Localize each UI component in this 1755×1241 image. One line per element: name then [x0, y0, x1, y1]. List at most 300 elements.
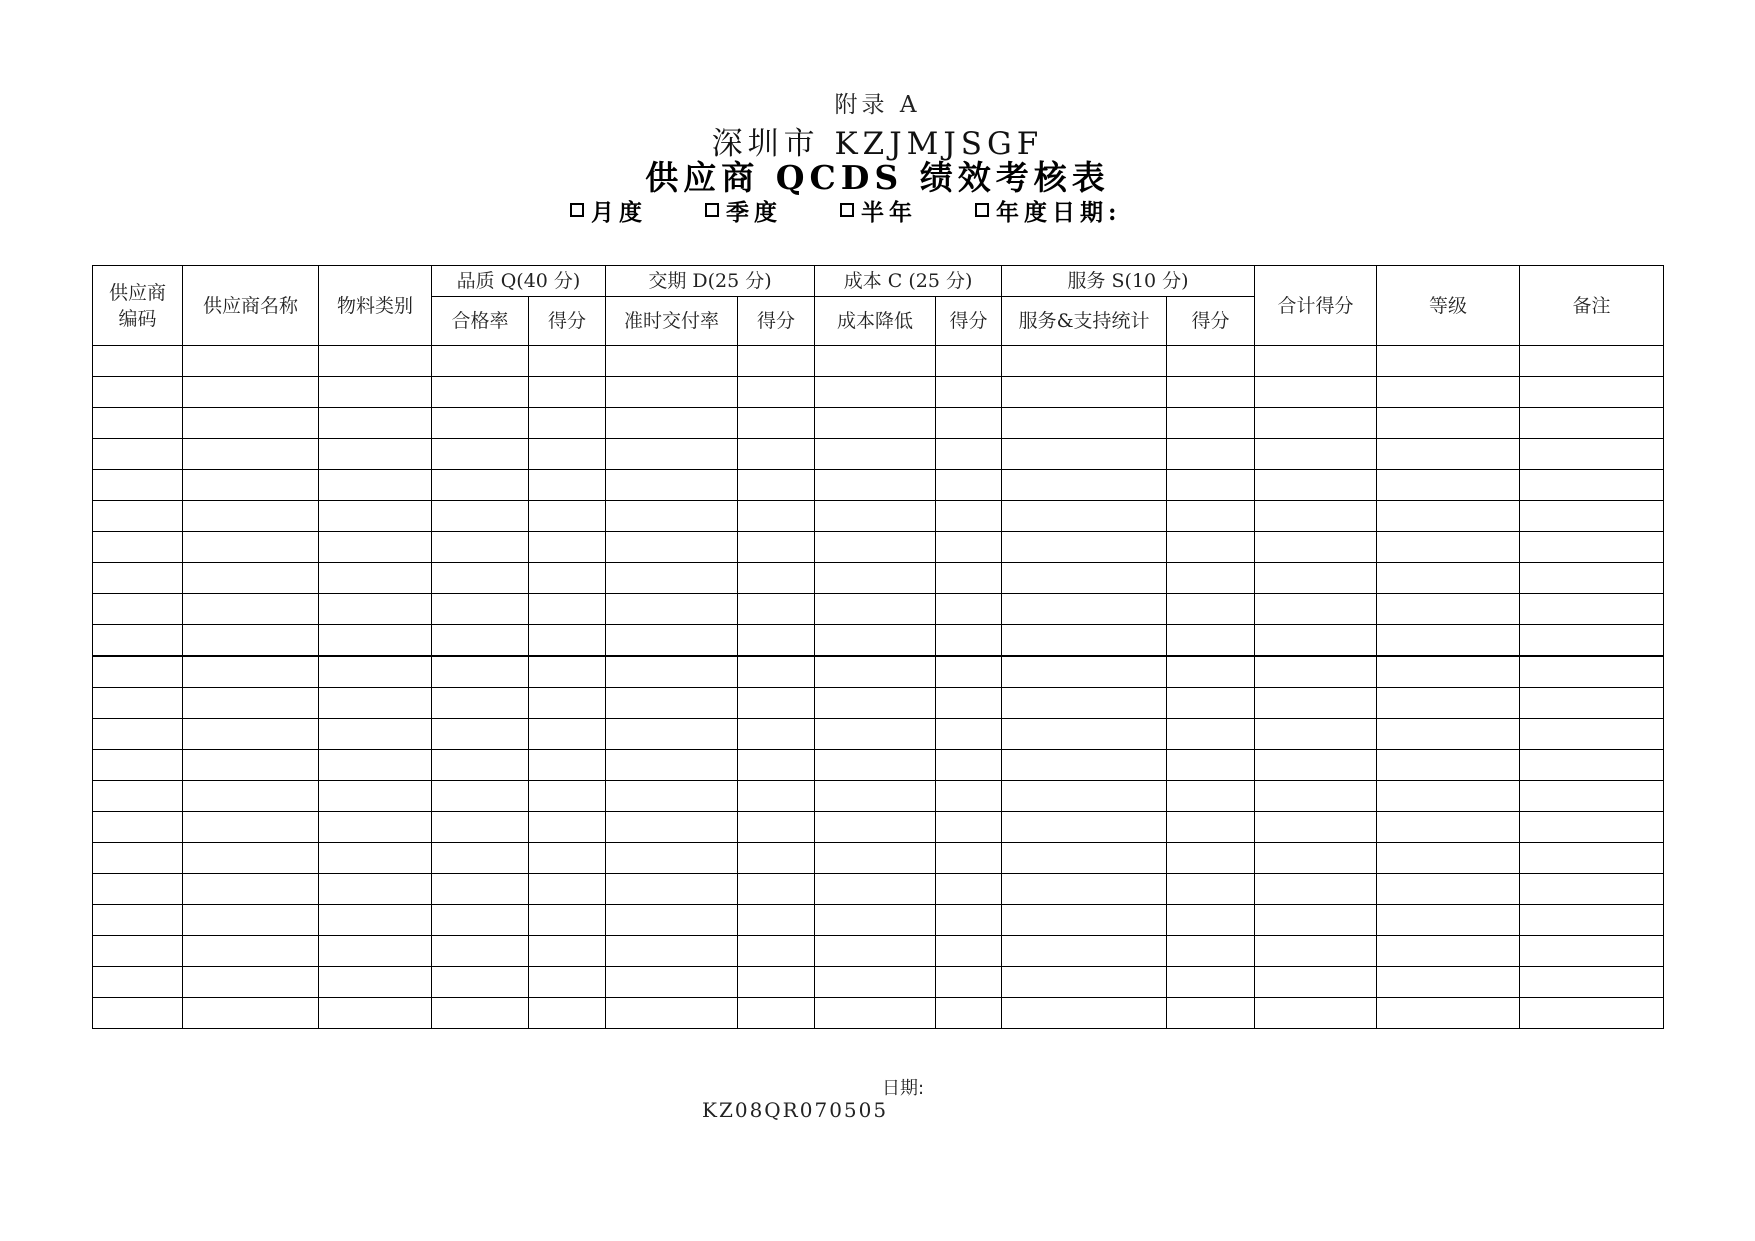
table-cell[interactable] — [432, 346, 529, 377]
table-cell[interactable] — [432, 688, 529, 719]
table-cell[interactable] — [738, 812, 815, 843]
table-cell[interactable] — [1255, 439, 1377, 470]
table-cell[interactable] — [738, 439, 815, 470]
table-cell[interactable] — [936, 594, 1002, 625]
table-cell[interactable] — [1520, 563, 1664, 594]
table-cell[interactable] — [1520, 905, 1664, 936]
table-cell[interactable] — [432, 750, 529, 781]
table-cell[interactable] — [1002, 439, 1167, 470]
table-cell[interactable] — [183, 408, 319, 439]
table-cell[interactable] — [1255, 936, 1377, 967]
table-cell[interactable] — [1255, 781, 1377, 812]
table-cell[interactable] — [529, 408, 606, 439]
table-cell[interactable] — [319, 967, 432, 998]
table-cell[interactable] — [319, 719, 432, 750]
table-cell[interactable] — [1167, 501, 1255, 532]
table-cell[interactable] — [183, 346, 319, 377]
table-cell[interactable] — [606, 470, 738, 501]
table-cell[interactable] — [738, 501, 815, 532]
table-cell[interactable] — [319, 470, 432, 501]
table-cell[interactable] — [606, 719, 738, 750]
table-cell[interactable] — [319, 625, 432, 657]
table-cell[interactable] — [936, 563, 1002, 594]
table-cell[interactable] — [815, 936, 936, 967]
table-cell[interactable] — [815, 688, 936, 719]
table-cell[interactable] — [1002, 812, 1167, 843]
table-cell[interactable] — [936, 656, 1002, 688]
table-cell[interactable] — [815, 998, 936, 1029]
table-cell[interactable] — [936, 998, 1002, 1029]
table-cell[interactable] — [936, 967, 1002, 998]
table-cell[interactable] — [432, 470, 529, 501]
table-cell[interactable] — [606, 998, 738, 1029]
table-cell[interactable] — [1520, 719, 1664, 750]
table-cell[interactable] — [1002, 967, 1167, 998]
table-cell[interactable] — [1377, 377, 1520, 408]
table-cell[interactable] — [1002, 625, 1167, 657]
table-cell[interactable] — [529, 936, 606, 967]
table-cell[interactable] — [93, 625, 183, 657]
table-cell[interactable] — [606, 532, 738, 563]
table-cell[interactable] — [1167, 594, 1255, 625]
table-cell[interactable] — [1520, 346, 1664, 377]
table-cell[interactable] — [815, 874, 936, 905]
table-cell[interactable] — [606, 656, 738, 688]
table-cell[interactable] — [432, 998, 529, 1029]
table-cell[interactable] — [1255, 408, 1377, 439]
table-cell[interactable] — [93, 998, 183, 1029]
table-cell[interactable] — [936, 408, 1002, 439]
table-cell[interactable] — [936, 843, 1002, 874]
table-cell[interactable] — [815, 594, 936, 625]
table-cell[interactable] — [93, 532, 183, 563]
table-cell[interactable] — [936, 688, 1002, 719]
table-cell[interactable] — [738, 594, 815, 625]
table-cell[interactable] — [319, 532, 432, 563]
table-cell[interactable] — [1520, 936, 1664, 967]
table-cell[interactable] — [606, 843, 738, 874]
table-cell[interactable] — [1255, 625, 1377, 657]
table-cell[interactable] — [93, 377, 183, 408]
checkbox-icon[interactable] — [705, 203, 719, 217]
table-cell[interactable] — [93, 346, 183, 377]
table-cell[interactable] — [93, 812, 183, 843]
table-cell[interactable] — [183, 812, 319, 843]
table-cell[interactable] — [936, 812, 1002, 843]
table-cell[interactable] — [1002, 998, 1167, 1029]
table-cell[interactable] — [738, 408, 815, 439]
table-cell[interactable] — [1002, 377, 1167, 408]
table-cell[interactable] — [529, 532, 606, 563]
table-cell[interactable] — [1002, 594, 1167, 625]
table-cell[interactable] — [1167, 408, 1255, 439]
table-cell[interactable] — [319, 346, 432, 377]
table-cell[interactable] — [815, 377, 936, 408]
period-quarterly[interactable] — [705, 194, 782, 227]
table-cell[interactable] — [432, 656, 529, 688]
table-cell[interactable] — [183, 532, 319, 563]
table-cell[interactable] — [1167, 688, 1255, 719]
table-cell[interactable] — [738, 625, 815, 657]
table-cell[interactable] — [1377, 625, 1520, 657]
table-cell[interactable] — [432, 377, 529, 408]
table-cell[interactable] — [936, 905, 1002, 936]
table-cell[interactable] — [1255, 905, 1377, 936]
table-cell[interactable] — [606, 594, 738, 625]
table-cell[interactable] — [1255, 501, 1377, 532]
table-cell[interactable] — [183, 501, 319, 532]
table-cell[interactable] — [738, 656, 815, 688]
table-cell[interactable] — [606, 812, 738, 843]
table-cell[interactable] — [319, 563, 432, 594]
table-cell[interactable] — [936, 470, 1002, 501]
table-cell[interactable] — [319, 750, 432, 781]
table-cell[interactable] — [1255, 750, 1377, 781]
table-cell[interactable] — [1167, 563, 1255, 594]
table-cell[interactable] — [93, 563, 183, 594]
table-cell[interactable] — [183, 967, 319, 998]
table-cell[interactable] — [529, 874, 606, 905]
table-cell[interactable] — [606, 439, 738, 470]
table-cell[interactable] — [815, 656, 936, 688]
table-cell[interactable] — [1255, 719, 1377, 750]
table-cell[interactable] — [183, 936, 319, 967]
table-cell[interactable] — [815, 719, 936, 750]
table-cell[interactable] — [815, 408, 936, 439]
table-cell[interactable] — [183, 719, 319, 750]
table-cell[interactable] — [1002, 936, 1167, 967]
table-cell[interactable] — [936, 439, 1002, 470]
table-cell[interactable] — [183, 905, 319, 936]
table-cell[interactable] — [93, 905, 183, 936]
table-cell[interactable] — [936, 781, 1002, 812]
table-cell[interactable] — [606, 377, 738, 408]
table-cell[interactable] — [1167, 439, 1255, 470]
table-cell[interactable] — [432, 843, 529, 874]
table-cell[interactable] — [529, 439, 606, 470]
table-cell[interactable] — [936, 936, 1002, 967]
table-cell[interactable] — [1167, 843, 1255, 874]
table-cell[interactable] — [432, 501, 529, 532]
table-cell[interactable] — [529, 812, 606, 843]
table-cell[interactable] — [1002, 470, 1167, 501]
table-cell[interactable] — [815, 812, 936, 843]
table-cell[interactable] — [815, 346, 936, 377]
table-cell[interactable] — [432, 781, 529, 812]
table-cell[interactable] — [738, 719, 815, 750]
table-cell[interactable] — [183, 470, 319, 501]
table-cell[interactable] — [1377, 967, 1520, 998]
table-cell[interactable] — [93, 719, 183, 750]
checkbox-icon[interactable] — [570, 203, 584, 217]
table-cell[interactable] — [183, 781, 319, 812]
table-cell[interactable] — [1167, 532, 1255, 563]
table-cell[interactable] — [319, 377, 432, 408]
table-cell[interactable] — [93, 750, 183, 781]
table-cell[interactable] — [319, 439, 432, 470]
table-cell[interactable] — [93, 501, 183, 532]
table-cell[interactable] — [319, 501, 432, 532]
table-cell[interactable] — [1377, 750, 1520, 781]
table-cell[interactable] — [1167, 346, 1255, 377]
table-cell[interactable] — [529, 594, 606, 625]
table-cell[interactable] — [1377, 656, 1520, 688]
table-cell[interactable] — [1520, 625, 1664, 657]
table-cell[interactable] — [1002, 688, 1167, 719]
table-cell[interactable] — [1255, 967, 1377, 998]
table-cell[interactable] — [1377, 688, 1520, 719]
table-cell[interactable] — [319, 688, 432, 719]
table-cell[interactable] — [1377, 998, 1520, 1029]
table-cell[interactable] — [183, 750, 319, 781]
table-cell[interactable] — [93, 656, 183, 688]
table-cell[interactable] — [815, 781, 936, 812]
table-cell[interactable] — [1167, 719, 1255, 750]
table-cell[interactable] — [1002, 905, 1167, 936]
table-cell[interactable] — [1167, 656, 1255, 688]
table-cell[interactable] — [529, 688, 606, 719]
table-cell[interactable] — [1520, 594, 1664, 625]
table-cell[interactable] — [738, 532, 815, 563]
table-cell[interactable] — [93, 936, 183, 967]
table-cell[interactable] — [319, 874, 432, 905]
table-cell[interactable] — [606, 625, 738, 657]
table-cell[interactable] — [93, 688, 183, 719]
table-cell[interactable] — [1002, 843, 1167, 874]
table-cell[interactable] — [1002, 656, 1167, 688]
table-cell[interactable] — [1167, 625, 1255, 657]
table-cell[interactable] — [1167, 936, 1255, 967]
table-cell[interactable] — [529, 998, 606, 1029]
table-cell[interactable] — [529, 501, 606, 532]
table-cell[interactable] — [93, 594, 183, 625]
table-cell[interactable] — [183, 625, 319, 657]
table-cell[interactable] — [936, 346, 1002, 377]
table-cell[interactable] — [432, 439, 529, 470]
table-cell[interactable] — [738, 688, 815, 719]
table-cell[interactable] — [606, 563, 738, 594]
table-cell[interactable] — [432, 967, 529, 998]
table-cell[interactable] — [1520, 967, 1664, 998]
table-cell[interactable] — [1167, 750, 1255, 781]
table-cell[interactable] — [936, 532, 1002, 563]
table-cell[interactable] — [606, 501, 738, 532]
table-cell[interactable] — [936, 719, 1002, 750]
table-cell[interactable] — [319, 905, 432, 936]
table-cell[interactable] — [738, 563, 815, 594]
table-cell[interactable] — [529, 377, 606, 408]
table-cell[interactable] — [1167, 874, 1255, 905]
table-cell[interactable] — [1520, 501, 1664, 532]
table-cell[interactable] — [1002, 719, 1167, 750]
table-cell[interactable] — [1377, 781, 1520, 812]
table-cell[interactable] — [606, 688, 738, 719]
table-cell[interactable] — [1167, 470, 1255, 501]
table-cell[interactable] — [738, 874, 815, 905]
table-cell[interactable] — [319, 812, 432, 843]
table-cell[interactable] — [319, 594, 432, 625]
table-cell[interactable] — [183, 439, 319, 470]
table-cell[interactable] — [529, 719, 606, 750]
table-cell[interactable] — [432, 563, 529, 594]
table-cell[interactable] — [815, 532, 936, 563]
table-cell[interactable] — [936, 625, 1002, 657]
table-cell[interactable] — [93, 439, 183, 470]
table-cell[interactable] — [1377, 532, 1520, 563]
table-cell[interactable] — [1255, 998, 1377, 1029]
table-cell[interactable] — [1167, 812, 1255, 843]
table-cell[interactable] — [319, 998, 432, 1029]
table-cell[interactable] — [815, 967, 936, 998]
table-cell[interactable] — [1255, 532, 1377, 563]
table-cell[interactable] — [606, 967, 738, 998]
table-cell[interactable] — [936, 874, 1002, 905]
table-cell[interactable] — [738, 905, 815, 936]
table-cell[interactable] — [815, 843, 936, 874]
table-cell[interactable] — [432, 905, 529, 936]
checkbox-icon[interactable] — [840, 203, 854, 217]
table-cell[interactable] — [606, 750, 738, 781]
table-cell[interactable] — [815, 625, 936, 657]
table-cell[interactable] — [183, 843, 319, 874]
table-cell[interactable] — [1520, 470, 1664, 501]
table-cell[interactable] — [432, 625, 529, 657]
table-cell[interactable] — [319, 781, 432, 812]
table-cell[interactable] — [738, 750, 815, 781]
table-cell[interactable] — [1167, 967, 1255, 998]
table-cell[interactable] — [606, 408, 738, 439]
table-cell[interactable] — [1255, 563, 1377, 594]
table-cell[interactable] — [183, 594, 319, 625]
table-cell[interactable] — [1255, 874, 1377, 905]
table-cell[interactable] — [815, 750, 936, 781]
table-cell[interactable] — [1255, 843, 1377, 874]
table-cell[interactable] — [815, 470, 936, 501]
table-cell[interactable] — [936, 750, 1002, 781]
table-cell[interactable] — [606, 874, 738, 905]
table-cell[interactable] — [1520, 781, 1664, 812]
table-cell[interactable] — [1002, 750, 1167, 781]
table-cell[interactable] — [1520, 439, 1664, 470]
table-cell[interactable] — [1377, 874, 1520, 905]
table-cell[interactable] — [183, 688, 319, 719]
table-cell[interactable] — [183, 998, 319, 1029]
table-cell[interactable] — [1377, 346, 1520, 377]
period-monthly[interactable] — [570, 194, 647, 227]
table-cell[interactable] — [1167, 998, 1255, 1029]
table-cell[interactable] — [1255, 470, 1377, 501]
table-cell[interactable] — [1520, 377, 1664, 408]
table-cell[interactable] — [1255, 812, 1377, 843]
table-cell[interactable] — [529, 781, 606, 812]
table-cell[interactable] — [1520, 688, 1664, 719]
table-cell[interactable] — [1255, 594, 1377, 625]
table-cell[interactable] — [432, 936, 529, 967]
table-cell[interactable] — [93, 874, 183, 905]
checkbox-icon[interactable] — [975, 203, 989, 217]
table-cell[interactable] — [936, 377, 1002, 408]
table-cell[interactable] — [93, 967, 183, 998]
table-cell[interactable] — [1377, 439, 1520, 470]
table-cell[interactable] — [1377, 470, 1520, 501]
table-cell[interactable] — [319, 843, 432, 874]
table-cell[interactable] — [1377, 594, 1520, 625]
table-cell[interactable] — [1255, 656, 1377, 688]
table-cell[interactable] — [1377, 936, 1520, 967]
table-cell[interactable] — [529, 656, 606, 688]
table-cell[interactable] — [738, 346, 815, 377]
table-cell[interactable] — [1377, 501, 1520, 532]
table-cell[interactable] — [529, 967, 606, 998]
table-cell[interactable] — [319, 936, 432, 967]
table-cell[interactable] — [1520, 656, 1664, 688]
table-cell[interactable] — [93, 408, 183, 439]
table-cell[interactable] — [1167, 377, 1255, 408]
table-cell[interactable] — [1002, 532, 1167, 563]
table-cell[interactable] — [738, 967, 815, 998]
table-cell[interactable] — [606, 905, 738, 936]
table-cell[interactable] — [529, 843, 606, 874]
table-cell[interactable] — [815, 563, 936, 594]
table-cell[interactable] — [1167, 905, 1255, 936]
table-cell[interactable] — [1520, 812, 1664, 843]
table-cell[interactable] — [606, 936, 738, 967]
table-cell[interactable] — [1002, 408, 1167, 439]
table-cell[interactable] — [93, 781, 183, 812]
table-cell[interactable] — [432, 532, 529, 563]
table-cell[interactable] — [529, 905, 606, 936]
table-cell[interactable] — [1002, 563, 1167, 594]
table-cell[interactable] — [1002, 346, 1167, 377]
table-cell[interactable] — [815, 501, 936, 532]
table-cell[interactable] — [738, 781, 815, 812]
table-cell[interactable] — [1377, 905, 1520, 936]
period-half-year[interactable] — [840, 194, 917, 227]
table-cell[interactable] — [529, 346, 606, 377]
table-cell[interactable] — [815, 905, 936, 936]
table-cell[interactable] — [1255, 377, 1377, 408]
table-cell[interactable] — [1167, 781, 1255, 812]
period-annual[interactable] — [975, 194, 1122, 227]
table-cell[interactable] — [432, 812, 529, 843]
table-cell[interactable] — [529, 563, 606, 594]
table-cell[interactable] — [1520, 998, 1664, 1029]
table-cell[interactable] — [529, 625, 606, 657]
table-cell[interactable] — [1255, 346, 1377, 377]
table-cell[interactable] — [606, 346, 738, 377]
table-cell[interactable] — [529, 470, 606, 501]
table-cell[interactable] — [183, 377, 319, 408]
table-cell[interactable] — [738, 377, 815, 408]
table-cell[interactable] — [432, 594, 529, 625]
table-cell[interactable] — [319, 408, 432, 439]
table-cell[interactable] — [936, 501, 1002, 532]
table-cell[interactable] — [815, 439, 936, 470]
table-cell[interactable] — [183, 656, 319, 688]
table-cell[interactable] — [1377, 843, 1520, 874]
table-cell[interactable] — [1377, 563, 1520, 594]
table-cell[interactable] — [432, 408, 529, 439]
table-cell[interactable] — [1377, 812, 1520, 843]
table-cell[interactable] — [738, 843, 815, 874]
table-cell[interactable] — [1520, 408, 1664, 439]
table-cell[interactable] — [1377, 408, 1520, 439]
table-cell[interactable] — [319, 656, 432, 688]
table-cell[interactable] — [1520, 532, 1664, 563]
table-cell[interactable] — [738, 998, 815, 1029]
table-cell[interactable] — [738, 936, 815, 967]
table-cell[interactable] — [1377, 719, 1520, 750]
